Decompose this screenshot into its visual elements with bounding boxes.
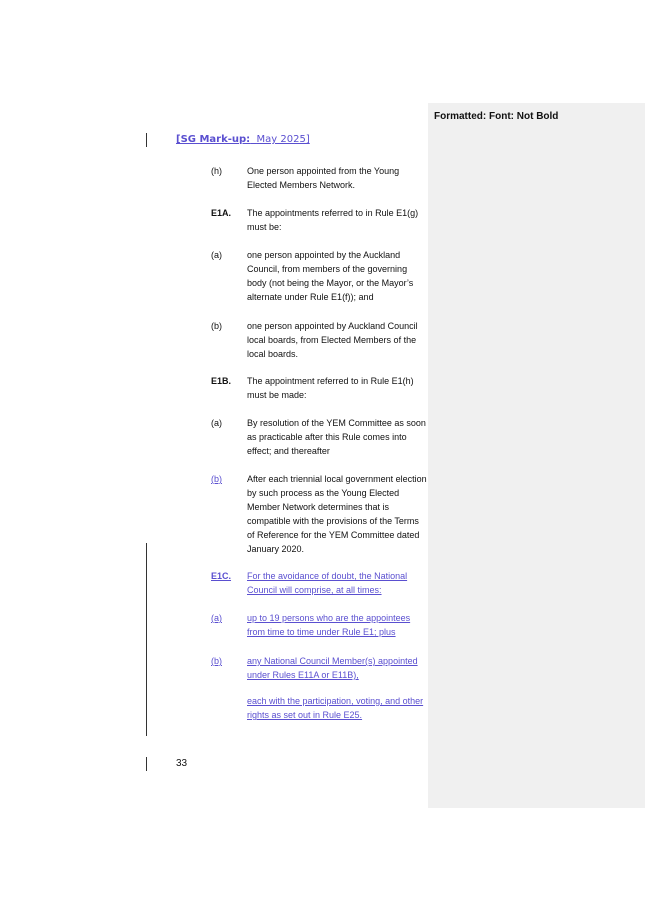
paragraph-label: (b) [211,656,222,666]
rule-text: The appointment referred to in Rule E1(h) must be made: [247,376,414,400]
rule-label: E1C. [211,571,232,581]
paragraph-label: (b) [211,474,222,484]
rule-text: The appointments referred to in Rule E1(g) must be: [247,208,419,232]
paragraph-text: each with the participation, voting, and other rights as set out in Rule E25. [247,696,424,720]
paragraph-label: (a) [211,613,222,623]
rule-label: E1A. [211,208,232,218]
change-bar-top [146,133,147,147]
page-number: 33 [176,758,188,769]
paragraph-label: (a) [211,418,222,428]
rule-text: For the avoidance of doubt, the National Council will comprise, at all times: [247,571,408,595]
paragraph-text: After each triennial local government election by such process as the Young Elected Member Network determines that is compatible with the provisions of the Terms of Reference for the YEM Committee dated January 2020. [247,474,427,554]
markup-tag [176,134,310,145]
paragraph-label: (h) [211,166,222,176]
paragraph-text: any National Council Member(s) appointed under Rules E11A or E11B), [247,656,418,680]
paragraph-text: One person appointed from the Young Elected Members Network. [247,166,400,190]
comment-pane [428,103,645,808]
paragraph-text: up to 19 persons who are the appointees from time to time under Rule E1; plus [247,613,411,637]
paragraph-text: By resolution of the YEM Committee as soon as practicable after this Rule comes into effect; and thereafter [247,418,426,456]
rule-label: E1B. [211,376,232,386]
paragraph-label: (a) [211,250,222,260]
markup-tag-date: May 2025] [256,134,310,145]
paragraph-label: (b) [211,321,222,331]
paragraph-text: one person appointed by the Auckland Council, from members of the governing body (not being the Mayor, or the Mayor’s alternate under Rule E1(f)); and [247,250,414,302]
paragraph-text: one person appointed by Auckland Council local boards, from Elected Members of the local boards. [247,321,418,359]
change-bar-bottom [146,757,147,771]
comment-pane-title: Formatted: Font: Not Bold [434,111,559,122]
change-bar-middle [146,543,147,736]
markup-tag-prefix: [SG Mark-up: [176,134,251,145]
